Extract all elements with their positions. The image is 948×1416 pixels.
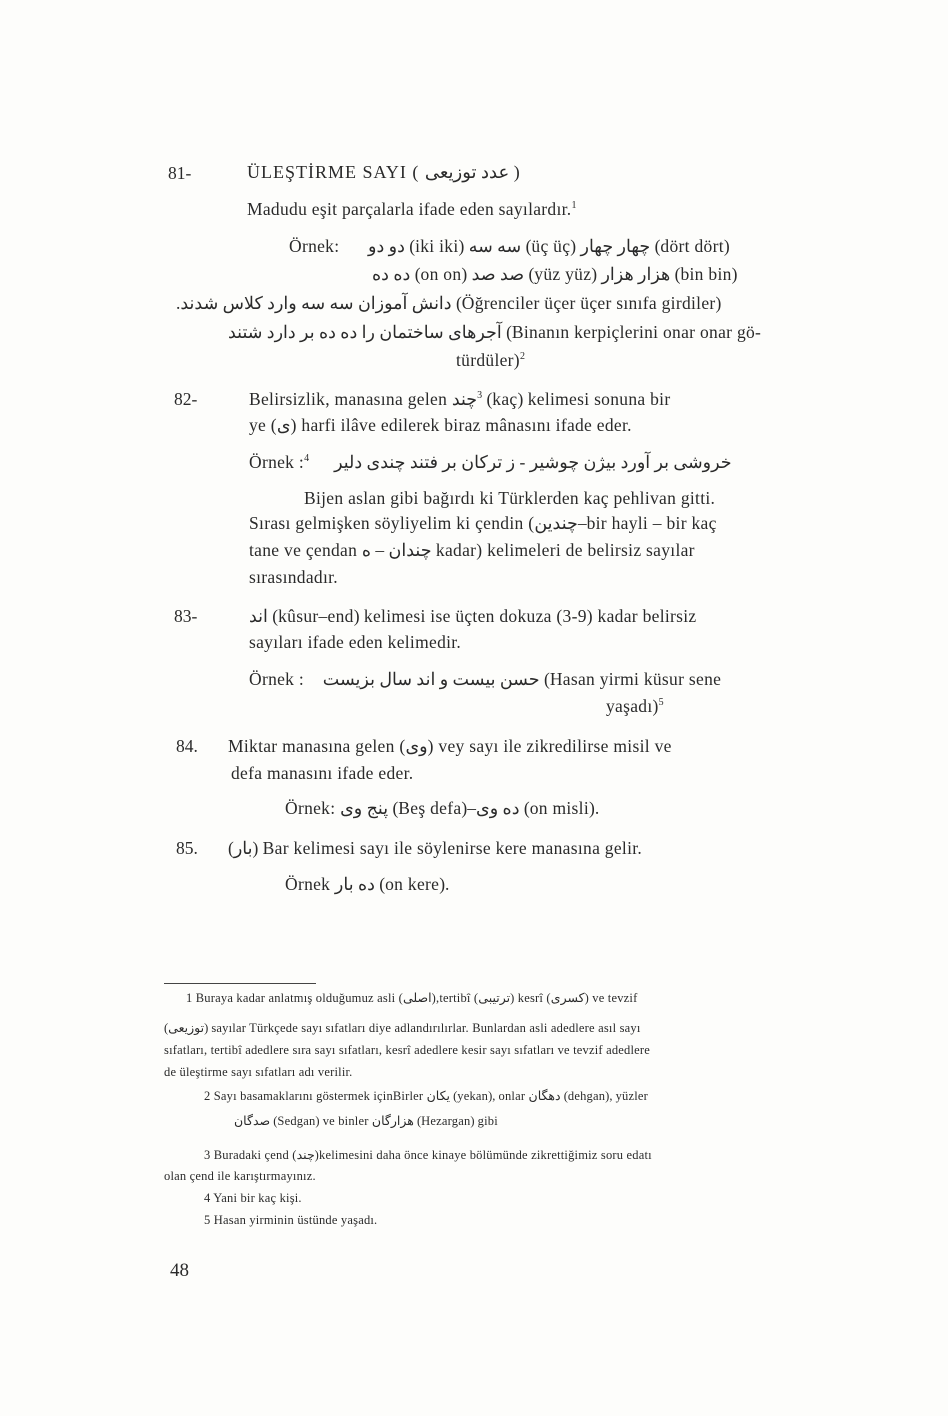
- footnote-divider: [164, 983, 316, 984]
- footnote-text: ) sayılar Türkçede sayı sıfatları diye adlandırılırlar. Bunlardan asli adedlere asıl sayı: [204, 1021, 641, 1035]
- heading-close: ): [513, 162, 521, 182]
- footnote-text: ) ve tevzif: [584, 991, 638, 1005]
- arabic-term: سه سه: [468, 236, 522, 256]
- arabic-term: صد صد: [471, 264, 525, 284]
- section-81-example-line-5: [456, 350, 525, 371]
- translation: (Öğrenciler üçer üçer sınıfa girdiler): [455, 293, 722, 313]
- footnote-text: (dehgan), yüzler: [563, 1089, 649, 1103]
- section-81-example-line-1: [368, 236, 730, 257]
- body-text: (: [228, 838, 234, 858]
- arabic-term: هزارگان: [371, 1114, 414, 1128]
- section-number-85: 85.: [176, 838, 198, 858]
- example-label: Örnek:: [285, 798, 336, 818]
- section-number-84: 84.: [176, 736, 198, 756]
- example-label: Örnek :: [249, 452, 305, 472]
- footnote-4: 4 Yani bir kaç kişi.: [204, 1191, 302, 1205]
- section-81-example-line-3: [176, 293, 721, 314]
- footnote-2-line-1: [204, 1088, 648, 1104]
- footnote-1-line-2: [164, 1020, 641, 1036]
- section-85-line-1: [228, 838, 642, 859]
- body-text: Belirsizlik, manasına gelen: [249, 389, 448, 409]
- translation: (Beş defa): [392, 798, 468, 818]
- body-text: kadar) kelimeleri de belirsiz sayılar: [435, 540, 695, 560]
- arabic-term: ده ده: [372, 264, 411, 284]
- footnote-ref: 1: [571, 200, 577, 212]
- arabic-sentence: آجرهای ساختمان را ده ده بر دارد شتند: [228, 322, 502, 342]
- heading-arabic: عدد توزیعی: [424, 162, 510, 182]
- section-81-example-line-2: [372, 264, 738, 285]
- arabic-term: ده بار: [334, 874, 375, 894]
- section-83-example-line-2: [606, 696, 664, 717]
- translation: (iki iki): [409, 236, 465, 256]
- arabic-term: چهار چهار: [580, 236, 651, 256]
- section-81-example-line-4: [228, 322, 761, 343]
- definition-text: Madudu eşit parçalarla ifade eden sayılardır.: [247, 199, 572, 219]
- section-84-line-1: [228, 736, 672, 757]
- section-number-81: 81-: [168, 163, 192, 183]
- section-82-line-5: [249, 540, 695, 561]
- footnote-1-line-1: [186, 990, 637, 1006]
- translation: (Binanın kerpiçlerini onar onar gö-: [506, 322, 762, 342]
- footnote-text: 3 Buradaki çend (: [204, 1148, 297, 1162]
- arabic-term: دهگان: [528, 1089, 561, 1103]
- translation: (on on): [414, 264, 468, 284]
- section-82-example-line: [249, 452, 732, 473]
- footnote-5: 5 Hasan yirminin üstünde yaşadı.: [204, 1213, 378, 1227]
- arabic-term: ده وی: [476, 798, 520, 818]
- section-number-83: 83-: [174, 606, 198, 626]
- section-85-example-line: [285, 874, 449, 895]
- section-83-example-line: [249, 669, 721, 690]
- footnote-ref: 2: [519, 351, 526, 363]
- section-82-line-6: sırasındadır.: [249, 567, 338, 587]
- translation: (on kere).: [379, 874, 450, 894]
- section-82-line-4: [249, 513, 717, 534]
- footnote-text: 2 Sayı basamaklarını göstermek içinBirler: [204, 1089, 424, 1103]
- footnote-text: (Hezargan) gibi: [416, 1114, 498, 1128]
- footnote-text: ) kesrî (: [510, 991, 551, 1005]
- page-number: 48: [170, 1260, 189, 1281]
- body-text: ) vey sayı ile zikredilirse misil ve: [427, 736, 672, 756]
- body-text: (kaç) kelimesi sonuna bir: [486, 389, 671, 409]
- section-81-definition: [247, 199, 577, 220]
- footnote-text: (yekan), onlar: [453, 1089, 526, 1103]
- footnote-3-line-1: [204, 1147, 652, 1163]
- section-number-82: 82-: [174, 389, 198, 409]
- section-82-example-translation: Bijen aslan gibi bağırdı ki Türklerden kaç pehlivan gitti.: [304, 488, 716, 508]
- section-81-heading: [247, 162, 521, 183]
- arabic-term: کسری: [550, 991, 585, 1005]
- body-text: –bir hayli – bir kaç: [577, 513, 717, 533]
- arabic-term: ی: [276, 415, 291, 435]
- translation: türdüler): [456, 350, 520, 370]
- arabic-term: پنج وی: [340, 798, 389, 818]
- arabic-term: صدگان: [234, 1114, 271, 1128]
- arabic-term: بار: [233, 838, 253, 858]
- footnote-text: ),tertibî (: [431, 991, 479, 1005]
- footnote-3-line-2: olan çend ile karıştırmayınız.: [164, 1169, 316, 1183]
- body-text: Miktar manasına gelen (: [228, 736, 406, 756]
- arabic-term: اصلی: [402, 991, 432, 1005]
- body-text: Sırası gelmişken söyliyelim ki çendin (: [249, 513, 535, 533]
- arabic-term: چند: [451, 389, 478, 409]
- translation: (bin bin): [674, 264, 738, 284]
- arabic-term: یکان: [426, 1089, 450, 1103]
- body-text: ye (: [249, 415, 277, 435]
- example-label: Örnek :: [249, 669, 305, 689]
- section-84-line-2: defa manasını ifade eder.: [231, 763, 414, 783]
- footnote-text: )kelimesini daha önce kinaye bölümünde zikrettiğimiz soru edatı: [314, 1148, 652, 1162]
- arabic-term: اند: [249, 606, 268, 626]
- section-83-line-1: [249, 606, 697, 627]
- body-text: ) Bar kelimesi sayı ile söylenirse kere manasına gelir.: [252, 838, 643, 858]
- arabic-term: دو دو: [368, 236, 405, 256]
- footnote-1-line-3: sıfatları, tertibî adedlere sıra sayı sıfatları, kesrî adedlere kesir sayı sıfatları ve tevzif adedlere: [164, 1043, 651, 1057]
- section-84-example-line: Örnek: پنج وی (Beş defa)–ده وی (on misli).: [285, 798, 600, 818]
- translation: (dört dört): [654, 236, 730, 256]
- arabic-term: توزیعی: [168, 1021, 205, 1035]
- footnote-text: 1 Buraya kadar anlatmış olduğumuz asli (: [186, 991, 403, 1005]
- arabic-term: چندین: [534, 513, 578, 533]
- footnote-ref: 5: [658, 697, 664, 709]
- arabic-term: ترتیبی: [478, 991, 511, 1005]
- body-text: ) harfi ilâve edilerek biraz mânasını ifade eder.: [290, 415, 632, 435]
- arabic-term: وی: [405, 736, 428, 756]
- footnote-ref: 3: [477, 390, 483, 402]
- footnote-1-line-4: de üleştirme sayı sıfatları adı verilir.: [164, 1065, 353, 1079]
- body-text: tane ve çendan: [249, 540, 358, 560]
- section-81-example-label: Örnek:: [289, 236, 340, 256]
- translation: (on misli).: [523, 798, 600, 818]
- footnote-text: (: [164, 1021, 169, 1035]
- arabic-term: هزار هزار: [601, 264, 671, 284]
- translation: (üç üç): [525, 236, 577, 256]
- arabic-term: چندان – ه: [361, 540, 432, 560]
- arabic-term: چند: [296, 1148, 315, 1162]
- translation: (yüz yüz): [528, 264, 598, 284]
- example-label: Örnek: [285, 874, 331, 894]
- section-83-line-2: sayıları ifade eden kelimedir.: [249, 632, 462, 652]
- arabic-verse: خروشی بر آورد بیژن چوشیر - ز ترکان بر فتند چندی دلیر: [334, 452, 732, 472]
- arabic-sentence: حسن بیست و اند سال بزیست: [322, 669, 540, 689]
- body-text: (kûsur–end) kelimesi ise üçten dokuza (3-9) kadar belirsiz: [272, 606, 697, 626]
- footnote-2-line-2: [234, 1113, 498, 1129]
- translation: (Hasan yirmi küsur sene: [544, 669, 722, 689]
- arabic-sentence: دانش آموزان سه سه وارد کلاس شدند.: [176, 293, 452, 313]
- section-82-line-1: [249, 389, 670, 410]
- section-82-line-2: [249, 415, 632, 436]
- footnote-text: (Sedgan) ve binler: [273, 1114, 369, 1128]
- heading-text: ÜLEŞTİRME SAYI (: [247, 162, 420, 182]
- footnote-ref: 4: [304, 453, 310, 465]
- translation: yaşadı): [606, 696, 659, 716]
